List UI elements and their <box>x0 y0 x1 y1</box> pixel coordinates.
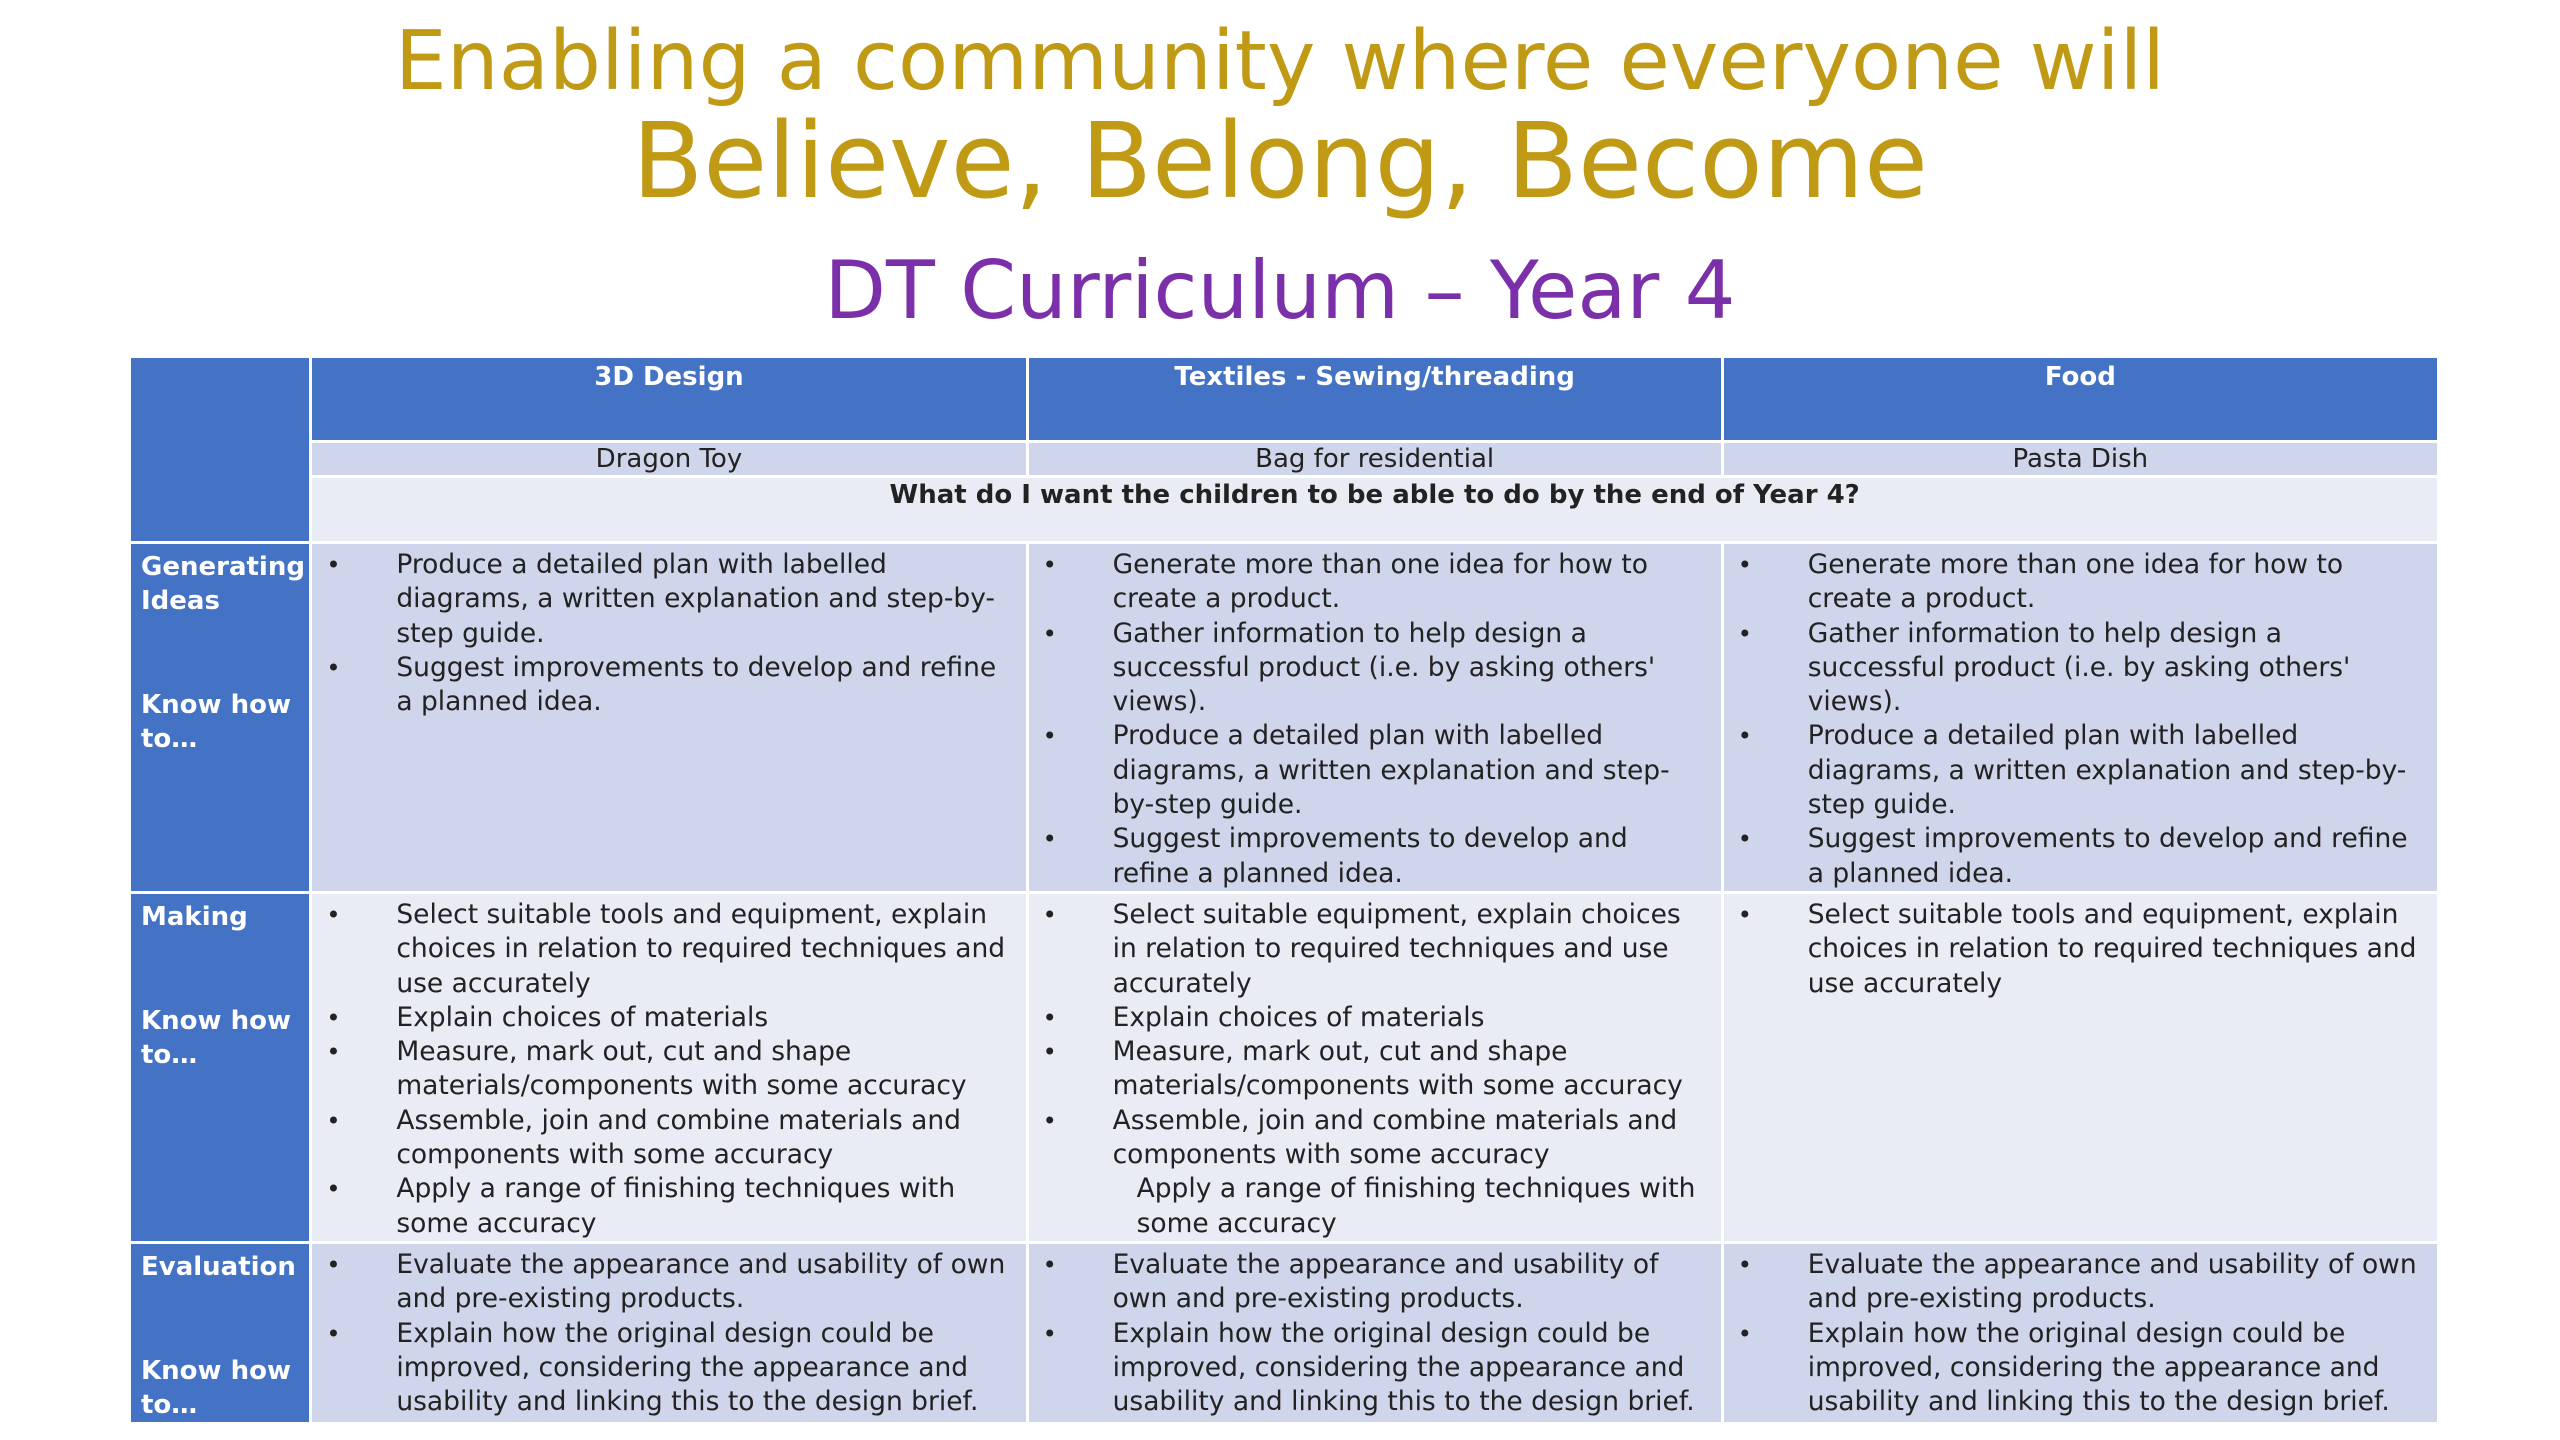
list-item: • Explain how the original design could be improved, considering the appearance and usability and linking this to the design brief. <box>1029 1317 1711 1420</box>
list-item: • Explain how the original design could be improved, considering the appearance and usability and linking this to the design brief. <box>1724 1317 2427 1420</box>
cell-generating-food <box>1722 543 2438 893</box>
list-item: • Explain choices of materials <box>1029 1001 1711 1035</box>
list-item: • Produce a detailed plan with labelled diagrams, a written explanation and step-by-step guide. <box>312 548 1015 651</box>
list-item: • Assemble, join and combine materials and components with some accuracy <box>312 1104 1015 1173</box>
list-item: • Evaluate the appearance and usability of own and pre-existing products. <box>312 1248 1015 1317</box>
list-item: • Gather information to help design a successful product (i.e. by asking others' views). <box>1029 617 1711 720</box>
row-label-subtitle: Know how to… <box>141 1355 291 1420</box>
row-label-making <box>130 892 311 1242</box>
list-item: Apply a range of finishing techniques with some accuracy <box>1136 1173 1696 1239</box>
row-label-title: Evaluation <box>141 1251 296 1282</box>
row-label-evaluation <box>130 1242 311 1423</box>
cell-evaluation-food <box>1722 1242 2438 1423</box>
corner-cell <box>130 357 311 543</box>
year-goal-question: What do I want the children to be able to do by the end of Year 4? <box>311 477 2439 543</box>
cell-making-textiles <box>1027 892 1722 1242</box>
row-label-subtitle: Know how to… <box>141 690 291 754</box>
list-item: • Generate more than one idea for how to create a product. <box>1724 548 2427 617</box>
list-item: • Suggest improvements to develop and refine a planned idea. <box>1724 822 2427 891</box>
cell-evaluation-3d-design <box>311 1242 1027 1423</box>
list-item: • Suggest improvements to develop and refine a planned idea. <box>1029 822 1711 891</box>
row-generating-ideas <box>130 543 2439 893</box>
list-item: • Measure, mark out, cut and shape materials/components with some accuracy <box>1029 1035 1711 1104</box>
list-item: • Evaluate the appearance and usability of own and pre-existing products. <box>1724 1248 2427 1317</box>
row-evaluation <box>130 1242 2439 1423</box>
row-label-title: Making <box>141 901 248 932</box>
row-label-subtitle: Know how to… <box>141 1005 291 1070</box>
column-heading-food: Food <box>1722 357 2438 442</box>
column-heading-3d-design: 3D Design <box>311 357 1027 442</box>
list-item: • Explain how the original design could be improved, considering the appearance and usability and linking this to the design brief. <box>312 1317 1015 1420</box>
cell-making-3d-design <box>311 892 1027 1242</box>
list-item: • Produce a detailed plan with labelled diagrams, a written explanation and step-by-step guide. <box>1029 719 1711 822</box>
list-item: • Apply a range of finishing techniques with some accuracy <box>312 1172 1015 1241</box>
list-item: • Suggest improvements to develop and refine a planned idea. <box>312 651 1015 720</box>
cell-making-food <box>1722 892 2438 1242</box>
list-item: • Select suitable tools and equipment, explain choices in relation to required techniques and use accurately <box>1724 898 2427 1001</box>
page-title: DT Curriculum – Year 4 <box>824 244 1736 337</box>
list-item: • Generate more than one idea for how to create a product. <box>1029 548 1711 617</box>
list-item: • Evaluate the appearance and usability of own and pre-existing products. <box>1029 1248 1711 1317</box>
list-item: • Assemble, join and combine materials and components with some accuracy <box>1029 1104 1711 1173</box>
question-row <box>130 477 2439 543</box>
column-heading-textiles: Textiles - Sewing/threading <box>1027 357 1722 442</box>
list-item: • Gather information to help design a successful product (i.e. by asking others' views). <box>1724 617 2427 720</box>
curriculum-table <box>128 355 2440 1425</box>
list-item: • Produce a detailed plan with labelled diagrams, a written explanation and step-by-step guide. <box>1724 719 2427 822</box>
cell-generating-3d-design <box>311 543 1027 893</box>
cell-generating-textiles <box>1027 543 1722 893</box>
list-item: • Explain choices of materials <box>312 1001 1015 1035</box>
list-item: • Select suitable tools and equipment, explain choices in relation to required techniques and use accurately <box>312 898 1015 1001</box>
cell-evaluation-textiles <box>1027 1242 1722 1423</box>
row-label-title: Generating Ideas <box>141 552 305 616</box>
row-label-generating-ideas <box>130 543 311 893</box>
school-motto: Believe, Belong, Become <box>631 100 1929 222</box>
header-row <box>130 357 2439 442</box>
school-tagline: Enabling a community where everyone will <box>394 14 2166 109</box>
row-making <box>130 892 2439 1242</box>
project-textiles: Bag for residential <box>1027 442 1722 477</box>
list-item: • Measure, mark out, cut and shape materials/components with some accuracy <box>312 1035 1015 1104</box>
project-row <box>130 442 2439 477</box>
project-food: Pasta Dish <box>1722 442 2438 477</box>
project-3d-design: Dragon Toy <box>311 442 1027 477</box>
list-item: • Select suitable equipment, explain choices in relation to required techniques and use accurately <box>1029 898 1711 1001</box>
